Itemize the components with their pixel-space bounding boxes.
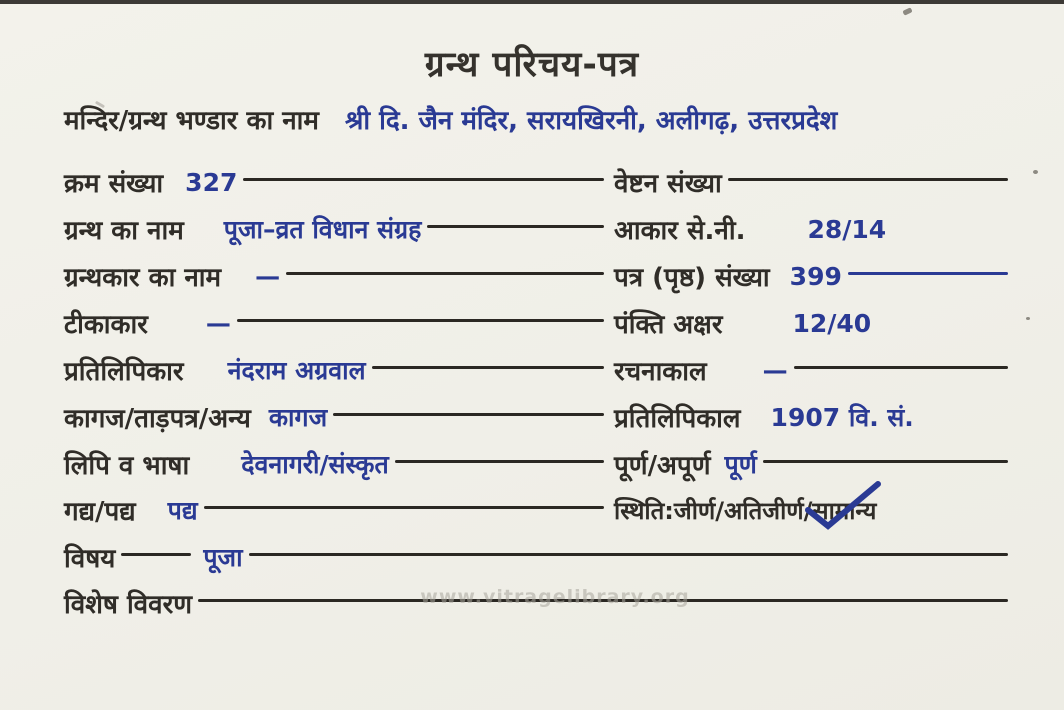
rule-line xyxy=(882,506,1028,509)
field-label: टीकाकार xyxy=(64,310,148,340)
rule-line xyxy=(920,413,1008,416)
rule-line xyxy=(892,225,1008,228)
field-vishay xyxy=(64,538,1014,576)
field-gadya-padya xyxy=(64,491,610,529)
rule-line xyxy=(848,272,1008,275)
field-label: प्रतिलिपिकाल xyxy=(614,404,741,434)
field-value-handwritten: 12/40 xyxy=(792,308,872,338)
field-lipi-bhasha xyxy=(64,445,610,483)
rule-line xyxy=(286,272,604,275)
field-label: विशेष विवरण xyxy=(64,590,193,620)
field-kagaj-tadpatra xyxy=(64,398,610,436)
field-value-handwritten: पूर्ण xyxy=(724,450,757,479)
field-granth-naam xyxy=(64,210,610,248)
field-label: ग्रन्थकार का नाम xyxy=(64,263,222,293)
field-value-handwritten: कागज xyxy=(268,403,328,432)
field-value-handwritten: पूजा–व्रत विधान संग्रह xyxy=(223,215,422,244)
field-mandir-bhandar-name xyxy=(64,100,1024,138)
field-label: पूर्ण/अपूर्ण xyxy=(614,451,711,481)
rule-line xyxy=(243,178,604,181)
rule-line xyxy=(728,178,1008,181)
field-pankti-akshar xyxy=(614,304,1014,342)
field-value-handwritten: नंदराम अग्रवाल xyxy=(227,356,366,385)
rule-line xyxy=(794,366,1008,369)
field-label: रचनाकाल xyxy=(614,357,707,387)
scan-speck xyxy=(1033,170,1038,174)
rule-line xyxy=(763,460,1008,463)
field-label: लिपि व भाषा xyxy=(64,451,190,481)
field-value-handwritten: पद्य xyxy=(167,496,198,525)
field-aakar-cm xyxy=(614,210,1014,248)
field-patra-sankhya xyxy=(614,257,1014,295)
field-value-handwritten: पूजा xyxy=(203,543,243,572)
field-label: पंक्ति अक्षर xyxy=(614,310,723,340)
rule-line xyxy=(121,553,191,556)
field-pratilipikaal xyxy=(614,398,1014,436)
scan-edge xyxy=(0,0,1064,4)
field-label: वेष्टन संख्या xyxy=(614,169,722,199)
ticked-option xyxy=(812,494,876,527)
field-label: स्थिति:जीर्ण/अतिजीर्ण/ xyxy=(614,496,813,525)
field-granthkar-naam xyxy=(64,257,610,295)
field-label: कागज/ताड़पत्र/अन्य xyxy=(64,404,251,434)
scan-speck xyxy=(902,7,912,15)
rule-line xyxy=(877,319,1008,322)
field-label: गद्य/पद्य xyxy=(64,497,136,527)
field-value-handwritten: 1907 वि. सं. xyxy=(770,403,914,432)
field-value-handwritten: — xyxy=(205,308,231,338)
field-kram-sankhya xyxy=(64,163,610,201)
field-label: पत्र (पृष्ठ) संख्या xyxy=(614,263,770,293)
field-label: ग्रन्थ का नाम xyxy=(64,216,184,246)
field-purn-apurn xyxy=(614,445,1014,483)
field-label: क्रम संख्या xyxy=(64,169,164,199)
field-tikakar xyxy=(64,304,610,342)
field-value-handwritten: देवनागरी/संस्कृत xyxy=(241,450,389,479)
field-value-handwritten: 28/14 xyxy=(807,214,887,244)
field-label: प्रतिलिपिकार xyxy=(64,357,184,387)
rule-line xyxy=(395,460,604,463)
field-label: मन्दिर/ग्रन्थ भण्डार का नाम xyxy=(64,106,319,136)
field-label: आकार से.नी. xyxy=(614,216,746,246)
field-veshtan-sankhya xyxy=(614,163,1014,201)
field-value-handwritten: 327 xyxy=(185,167,238,197)
field-value-handwritten: — xyxy=(762,355,788,385)
rule-line xyxy=(333,413,604,416)
rule-line xyxy=(372,366,604,369)
field-value-handwritten: 399 xyxy=(789,261,842,291)
page-title: ग्रन्थ परिचय-पत्र xyxy=(424,45,640,85)
field-rachnakaal xyxy=(614,351,1014,389)
ticked-option-label: सामान्य xyxy=(812,496,877,525)
scan-speck xyxy=(1026,317,1030,320)
field-value-handwritten: — xyxy=(255,261,281,291)
rule-line xyxy=(237,319,604,322)
field-pratilipikar xyxy=(64,351,610,389)
rule-line xyxy=(204,506,604,509)
field-value-handwritten: श्री दि. जैन मंदिर, सरायखिरनी, अलीगढ़, उत्तरप्रदेश xyxy=(344,106,838,136)
field-label: विषय xyxy=(64,544,116,574)
rule-line xyxy=(249,553,1008,556)
field-sthiti xyxy=(614,491,1034,529)
watermark: www.vitragelibrary.org xyxy=(420,586,690,608)
rule-line xyxy=(427,225,604,228)
